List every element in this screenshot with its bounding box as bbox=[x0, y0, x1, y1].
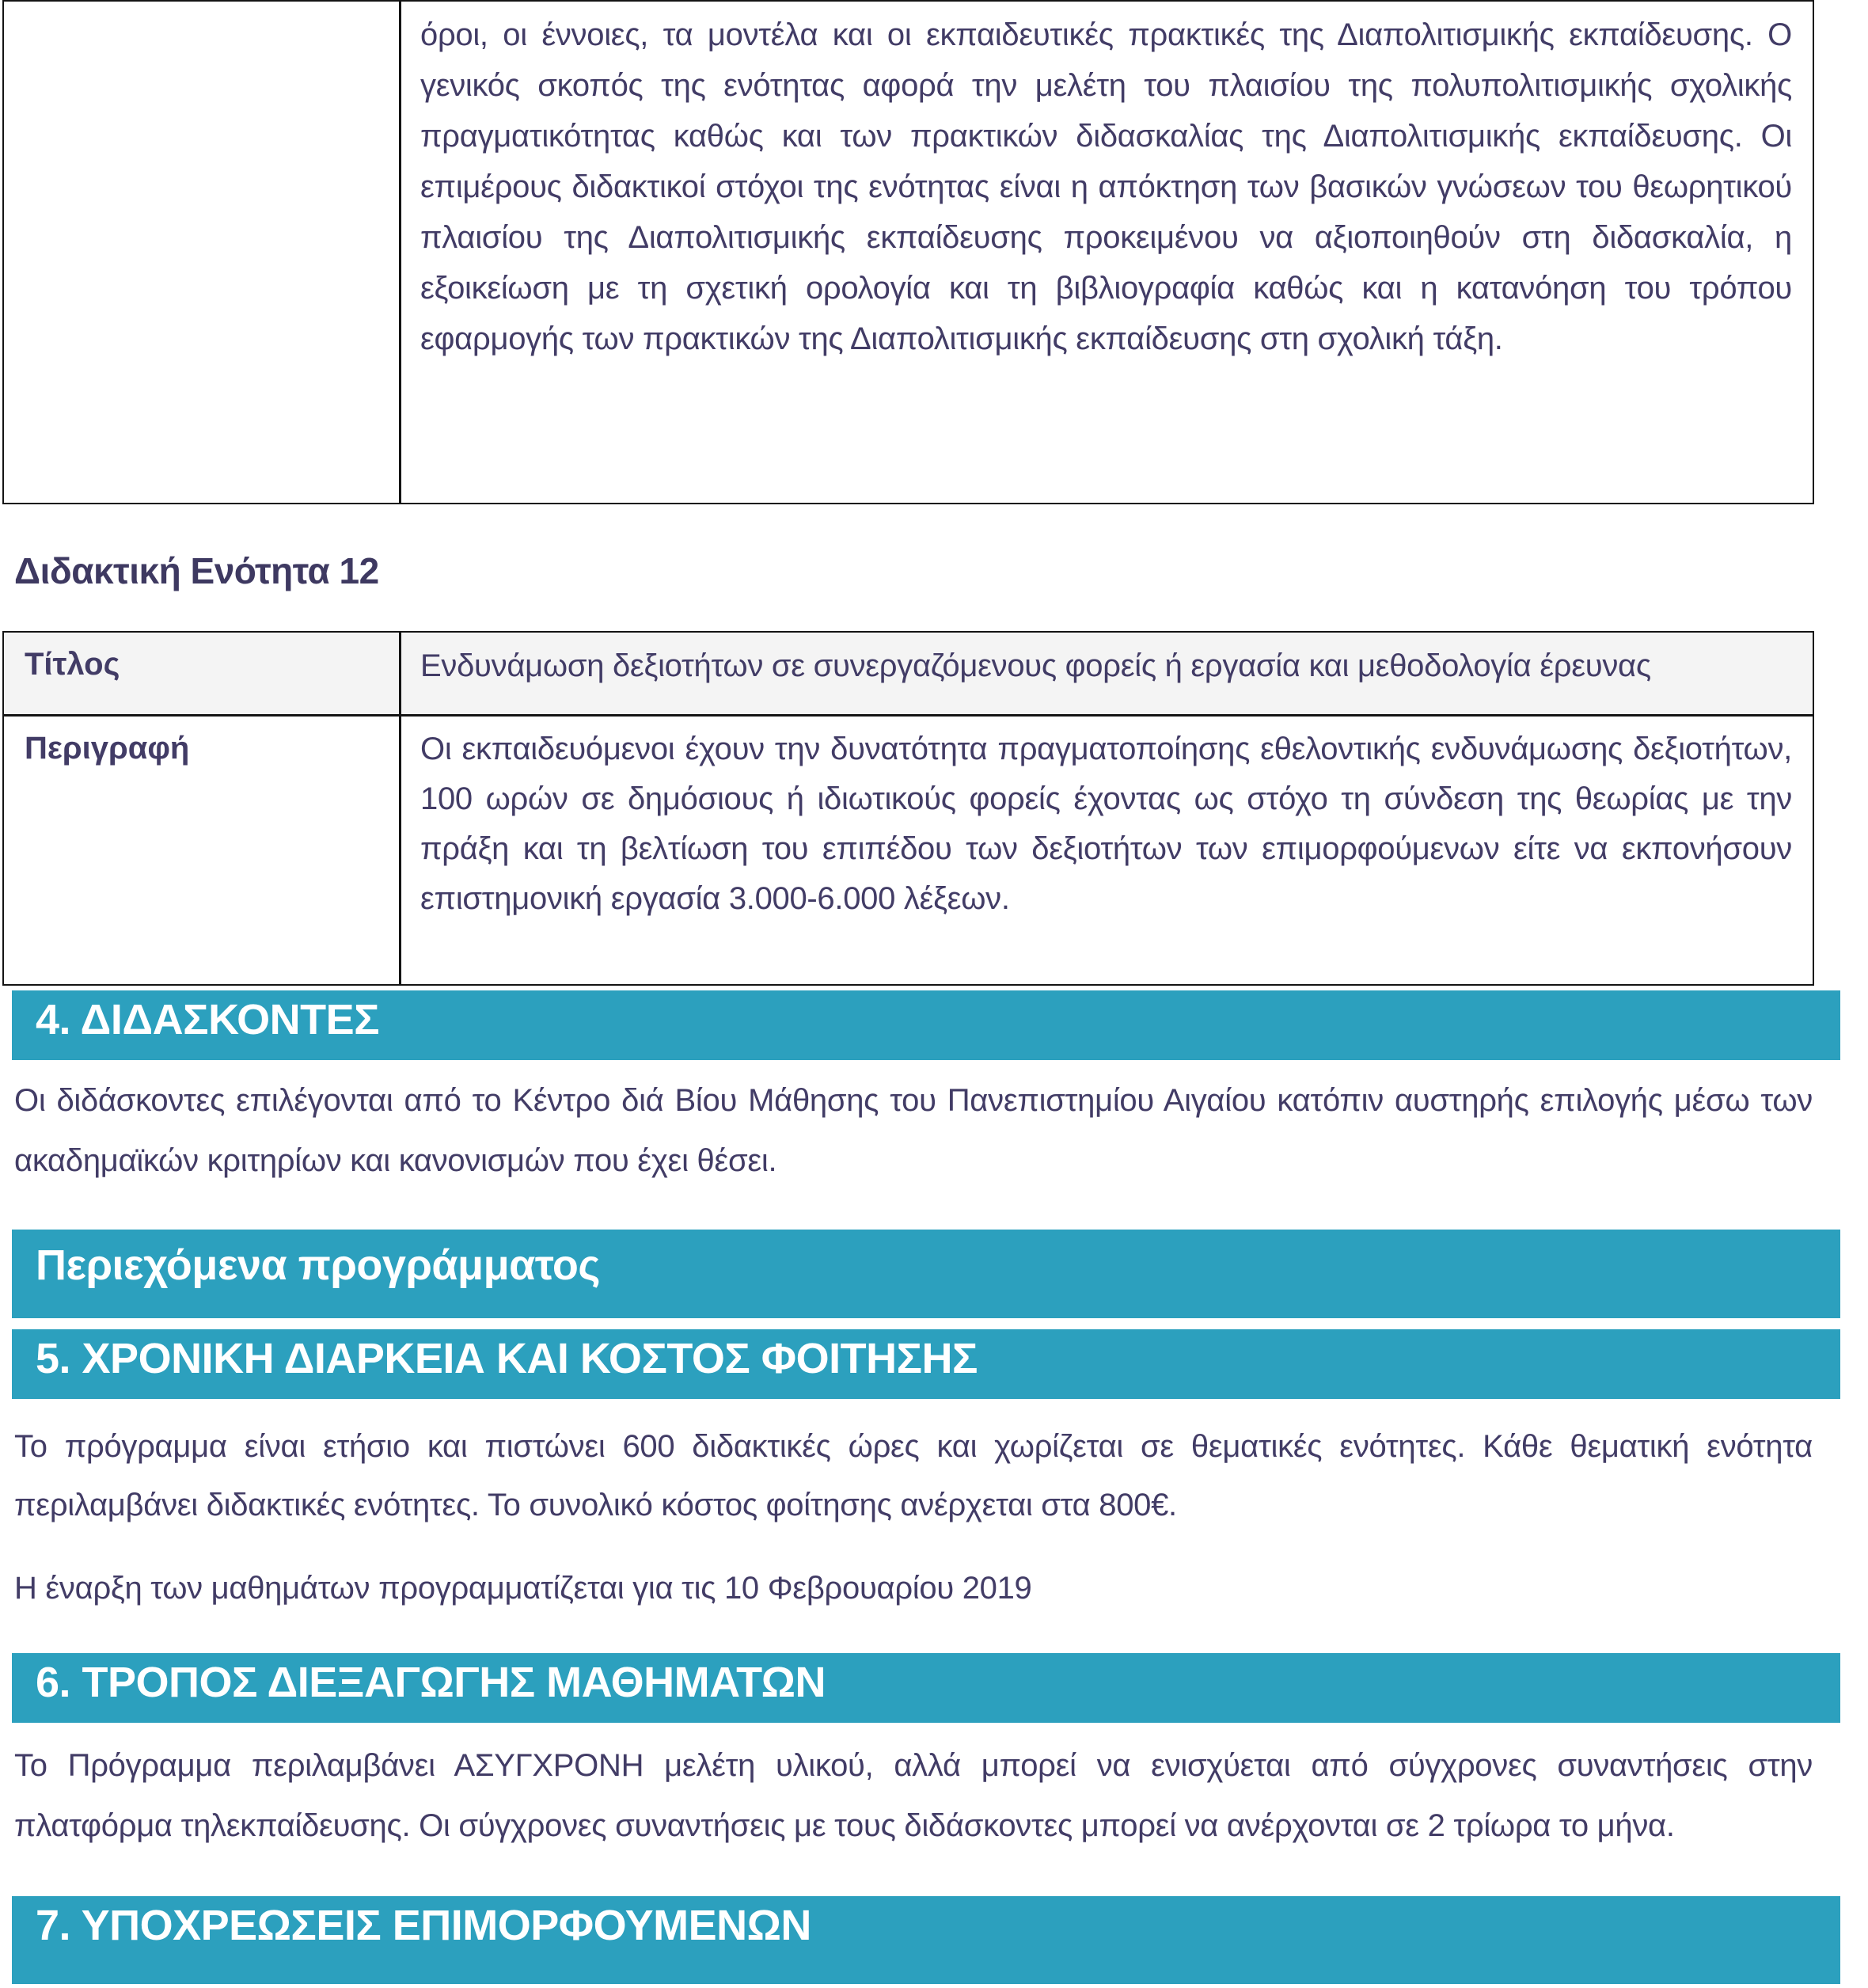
unit12-description-label: Περιγραφή bbox=[4, 717, 401, 984]
unit12-table bbox=[2, 631, 1814, 986]
duration-paragraph: Το πρόγραμμα είναι ετήσιο και πιστώνει 600 διδακτικές ώρες και χωρίζεται σε θεματικές ενότητες. Κάθε θεματική ενότητα περιλαμβάνει διδακτικές ενότητες. Το συνολικό κόστος φοίτησης ανέρχεται στα 800€. bbox=[14, 1429, 1813, 1522]
start-date-paragraph: Η έναρξη των μαθημάτων προγραμματίζεται για τις 10 Φεβρουαρίου 2019 bbox=[14, 1571, 1032, 1606]
unit12-title-label: Τίτλος bbox=[4, 633, 401, 717]
unit11-description-cell: όροι, οι έννοιες, τα μοντέλα και οι εκπαιδευτικές πρακτικές της Διαπολιτισμικής εκπαίδευσης. Ο γενικός σκοπός της ενότητας αφορά την μελέτη του πλαισίου της πολυπολιτισμικής σχολικής πραγματικότητας καθώς και των πρακτικών διδασκαλίας της Διαπολιτισμικής εκπαίδευσης. Οι επιμέρους διδακτικοί στόχοι της ενότητας είναι η απόκτηση των βασικών γνώσεων του θεωρητικού πλαισίου της Διαπολιτισμικής εκπαίδευσης προκειμένου να αξιοποιηθούν στη διδασκαλία, η εξοικείωση με τη σχετική ορολογία και τη βιβλιογραφία καθώς και η κατανόηση του τρόπου εφαρμογής των πρακτικών της Διαπολιτισμικής εκπαίδευσης στη σχολική τάξη. bbox=[420, 17, 1792, 356]
unit12-heading: Διδακτική Ενότητα 12 bbox=[14, 550, 379, 591]
delivery-paragraph: Το Πρόγραμμα περιλαμβάνει ΑΣΥΓΧΡΟΝΗ μελέτη υλικού, αλλά μπορεί να ενισχύεται από σύγχρονες συναντήσεις στην πλατφόρμα τηλεκπαίδευσης. Οι σύγχρονες συναντήσεις με τους διδάσκοντες μπορεί να ανέρχονται σε 2 τρίωρα το μήνα. bbox=[14, 1748, 1813, 1843]
unit11-table bbox=[2, 0, 1814, 504]
section-header-delivery: 6. ΤΡΟΠΟΣ ΔΙΕΞΑΓΩΓΗΣ ΜΑΘΗΜΑΤΩΝ bbox=[12, 1653, 1840, 1723]
unit12-title-value: Ενδυνάμωση δεξιοτήτων σε συνεργαζόμενους φορείς ή εργασία και μεθοδολογία έρευνας bbox=[401, 633, 1813, 717]
unit12-description-value: Οι εκπαιδευόμενοι έχουν την δυνατότητα πραγματοποίησης εθελοντικής ενδυνάμωσης δεξιοτήτων, 100 ωρών σε δημόσιους ή ιδιωτικούς φορείς έχοντας ως στόχο τη σύνδεση της θεωρίας με την πράξη και τη βελτίωση του επιπέδου των δεξιοτήτων των επιμορφούμενων είτε να εκπονήσουν επιστημονική εργασία 3.000-6.000 λέξεων. bbox=[420, 732, 1792, 916]
teachers-paragraph: Οι διδάσκοντες επιλέγονται από το Κέντρο διά Βίου Μάθησης του Πανεπιστημίου Αιγαίου κατόπιν αυστηρής επιλογής μέσω των ακαδημαϊκών κριτηρίων και κανονισμών που έχει θέσει. bbox=[14, 1083, 1813, 1178]
section-header-duration-cost: 5. ΧΡΟΝΙΚΗ ΔΙΑΡΚΕΙΑ ΚΑΙ ΚΟΣΤΟΣ ΦΟΙΤΗΣΗΣ bbox=[12, 1329, 1840, 1399]
unit11-empty-label-cell bbox=[4, 2, 401, 503]
section-header-obligations: 7. ΥΠΟΧΡΕΩΣΕΙΣ ΕΠΙΜΟΡΦΟΥΜΕΝΩΝ bbox=[12, 1896, 1840, 1984]
section-header-contents: Περιεχόμενα προγράμματος bbox=[12, 1230, 1840, 1318]
section-header-teachers: 4. ΔΙΔΑΣΚΟΝΤΕΣ bbox=[12, 990, 1840, 1060]
